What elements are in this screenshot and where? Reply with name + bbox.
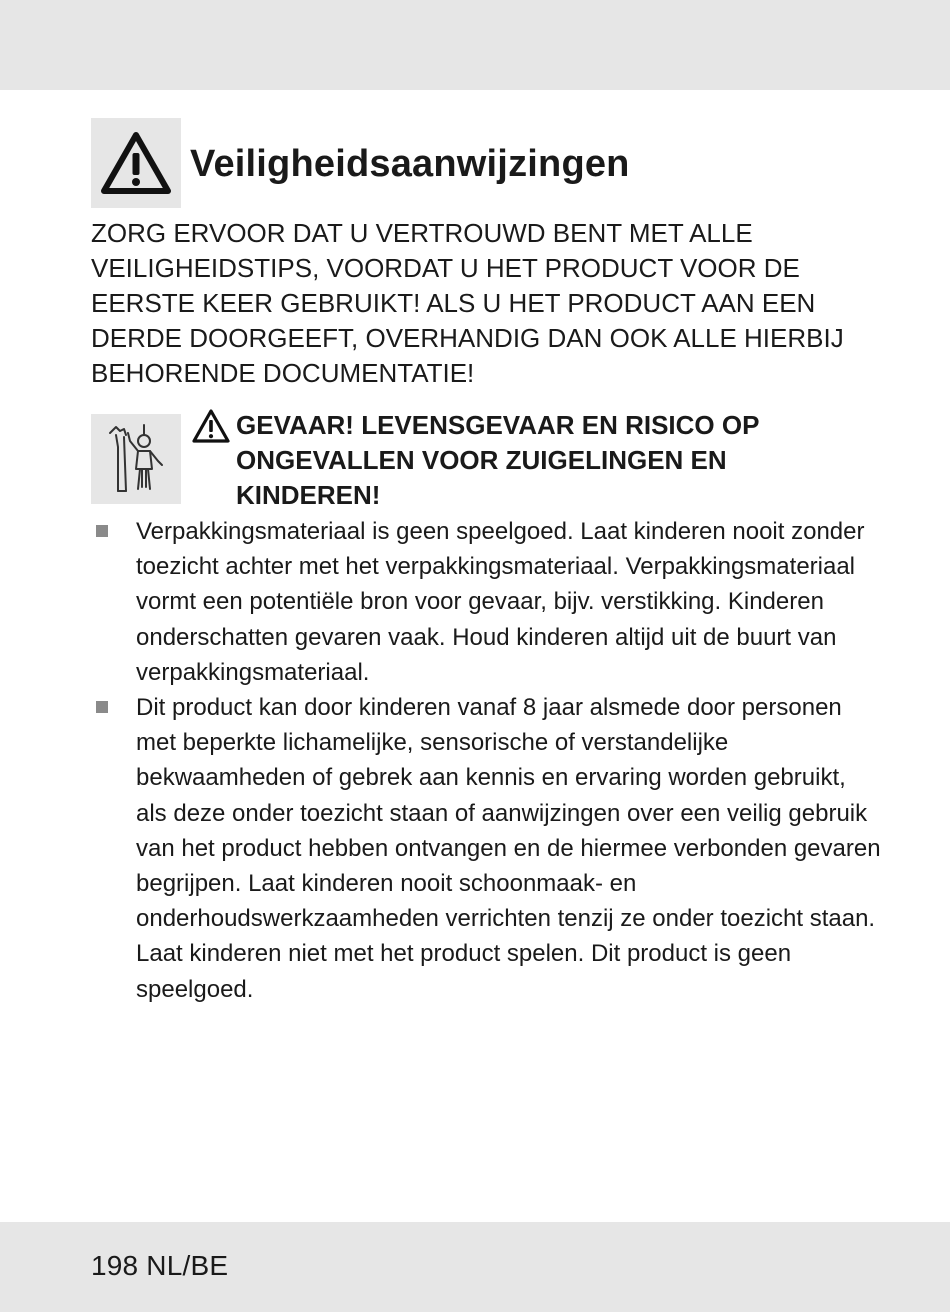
page-title: Veiligheidsaanwijzingen	[190, 143, 630, 185]
square-bullet-icon	[96, 701, 108, 713]
intro-notice: ZORG ERVOOR DAT U VERTROUWD BENT MET ALLE VEILIGHEIDSTIPS, VOORDAT U HET PRODUCT VOOR DE EERSTE KEER GEBRUIKT! ALS U HET PRODUCT AAN EEN DERDE DOORGEEFT, OVERHANDIG DAN OOK ALLE HIERBIJ BEHORENDE DOCUMENTATIE!	[91, 218, 844, 388]
child-hazard-icon	[104, 421, 168, 497]
square-bullet-icon	[96, 525, 108, 537]
list-item	[91, 514, 881, 690]
page-number: 198 NL/BE	[91, 1250, 229, 1281]
list-item-text: Dit product kan door kinderen vanaf 8 jaar alsmede door personen met beperkte lichamelijke, sensorische of verstandelijke bekwaamheden of gebrek aan kennis en ervaring worden gebruikt, als deze onder toezicht staan of aanwijzingen over een veilig gebruik van het product hebben ontvangen en de hiermee verbonden gevaren begrijpen. Laat kinderen nooit schoonmaak- en onderhoudswerkzaamheden verrichten tenzij ze onder toezicht staan. Laat kinderen niet met het product spelen. Dit product is geen speelgoed.	[136, 694, 881, 1003]
danger-warning-icon	[191, 408, 231, 444]
safety-bullet-list	[91, 514, 881, 1007]
danger-image-box	[91, 414, 181, 504]
warning-triangle-icon	[100, 131, 172, 195]
list-item	[91, 690, 881, 1007]
danger-heading: GEVAAR! LEVENSGEVAAR EN RISICO OP ONGEVALLEN VOOR ZUIGELINGEN EN KINDEREN!	[236, 410, 759, 510]
list-item-text: Verpakkingsmateriaal is geen speelgoed. Laat kinderen nooit zonder toezicht achter met het verpakkingsmateriaal. Verpakkingsmateriaal vormt een potentiële bron voor gevaar, bijv. verstikking. Kinderen onderschatten gevaren vaak. Houd kinderen altijd uit de buurt van verpakkingsmateriaal.	[136, 518, 865, 686]
title-warning-box	[91, 118, 181, 208]
top-band	[0, 0, 950, 90]
